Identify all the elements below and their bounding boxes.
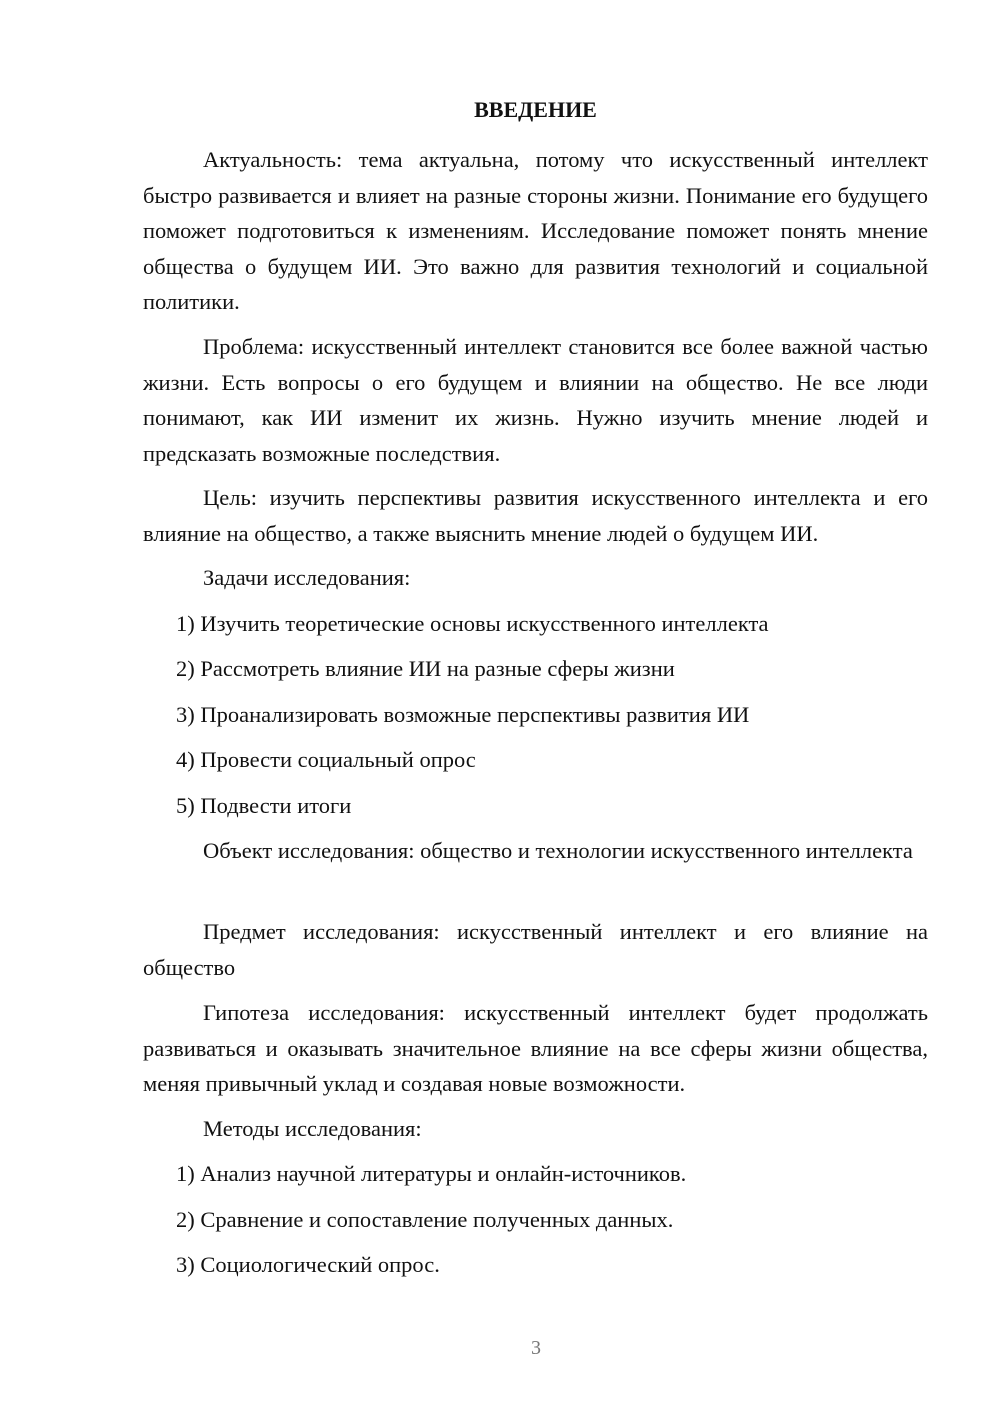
task-item: 2) Рассмотреть влияние ИИ на разные сферы жизни — [176, 656, 675, 681]
methods-title: Методы исследования: — [203, 1116, 422, 1141]
method-item: 2) Сравнение и сопоставление полученных данных. — [176, 1207, 674, 1232]
task-item: 1) Изучить теоретические основы искусственного интеллекта — [176, 611, 769, 636]
method-item: 1) Анализ научной литературы и онлайн-источников. — [176, 1161, 687, 1186]
hypothesis-paragraph: Гипотеза исследования: искусственный интеллект будет продолжать развиваться и оказывать значительное влияние на все сферы жизни общества, меняя привычный уклад и создавая новые возможности. — [143, 1000, 928, 1096]
problem-paragraph: Проблема: искусственный интеллект становится все более важной частью жизни. Есть вопросы о его будущем и влиянии на общество. Не все люди понимают, как ИИ изменит их жизнь. Нужно изучить мнение людей и предсказать возможные последствия. — [143, 334, 928, 466]
object-paragraph: Объект исследования: общество и технологии искусственного интеллекта — [203, 838, 913, 863]
task-item: 4) Провести социальный опрос — [176, 747, 476, 772]
subject-paragraph: Предмет исследования: искусственный интеллект и его влияние на общество — [143, 919, 928, 980]
goal-paragraph: Цель: изучить перспективы развития искусственного интеллекта и его влияние на общество, а также выяснить мнение людей о будущем ИИ. — [143, 485, 928, 546]
method-item: 3) Социологический опрос. — [176, 1252, 440, 1277]
task-item: 5) Подвести итоги — [176, 793, 352, 818]
tasks-title: Задачи исследования: — [203, 565, 411, 590]
relevance-paragraph: Актуальность: тема актуальна, потому что искусственный интеллект быстро развивается и влияет на разные стороны жизни. Понимание его будущего поможет подготовиться к изменениям. Исследование поможет понять мнение общества о будущем ИИ. Это важно для развития технологий и социальной политики. — [143, 147, 928, 314]
section-heading: ВВЕДЕНИЕ — [474, 97, 597, 122]
page-number: 3 — [531, 1337, 541, 1359]
task-item: 3) Проанализировать возможные перспективы развития ИИ — [176, 702, 750, 727]
